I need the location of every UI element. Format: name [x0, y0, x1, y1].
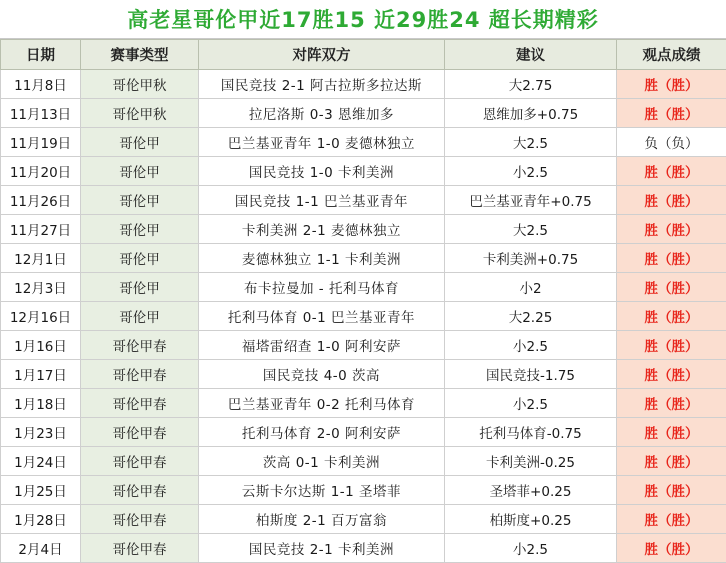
cell-tip: 巴兰基亚青年+0.75: [445, 186, 617, 215]
cell-match: 国民竞技 1-1 巴兰基亚青年: [199, 186, 445, 215]
cell-tip: 卡利美洲+0.75: [445, 244, 617, 273]
column-header-date: 日期: [1, 40, 81, 70]
cell-date: 1月23日: [1, 418, 81, 447]
cell-match: 卡利美洲 2-1 麦德林独立: [199, 215, 445, 244]
cell-date: 11月26日: [1, 186, 81, 215]
cell-league: 哥伦甲春: [81, 331, 199, 360]
cell-result: 胜（胜）: [617, 157, 726, 186]
cell-tip: 小2.5: [445, 389, 617, 418]
cell-date: 1月25日: [1, 476, 81, 505]
cell-league: 哥伦甲: [81, 128, 199, 157]
table-row: [1, 99, 726, 128]
cell-tip: 恩维加多+0.75: [445, 99, 617, 128]
cell-league: 哥伦甲: [81, 157, 199, 186]
cell-league: 哥伦甲春: [81, 418, 199, 447]
cell-match: 国民竞技 2-1 阿古拉斯多拉达斯: [199, 70, 445, 99]
cell-result: 胜（胜）: [617, 331, 726, 360]
cell-result: 胜（胜）: [617, 447, 726, 476]
table-row: [1, 157, 726, 186]
cell-date: 1月16日: [1, 331, 81, 360]
table-row: [1, 302, 726, 331]
cell-date: 11月27日: [1, 215, 81, 244]
table-row: [1, 331, 726, 360]
cell-tip: 国民竞技-1.75: [445, 360, 617, 389]
cell-date: 1月18日: [1, 389, 81, 418]
cell-tip: 卡利美洲-0.25: [445, 447, 617, 476]
cell-tip: 柏斯度+0.25: [445, 505, 617, 534]
cell-result: 负（负）: [617, 128, 726, 157]
cell-tip: 大2.25: [445, 302, 617, 331]
cell-result: 胜（胜）: [617, 360, 726, 389]
table-row: [1, 476, 726, 505]
cell-result: 胜（胜）: [617, 99, 726, 128]
cell-league: 哥伦甲春: [81, 447, 199, 476]
cell-date: 11月20日: [1, 157, 81, 186]
cell-result: 胜（胜）: [617, 505, 726, 534]
cell-date: 2月4日: [1, 534, 81, 563]
cell-result: 胜（胜）: [617, 476, 726, 505]
table-row: [1, 505, 726, 534]
cell-match: 布卡拉曼加 - 托利马体育: [199, 273, 445, 302]
column-header-result: 观点成绩: [617, 40, 726, 70]
cell-tip: 小2.5: [445, 534, 617, 563]
cell-match: 柏斯度 2-1 百万富翁: [199, 505, 445, 534]
cell-match: 国民竞技 2-1 卡利美洲: [199, 534, 445, 563]
cell-date: 12月3日: [1, 273, 81, 302]
table-row: [1, 244, 726, 273]
cell-tip: 托利马体育-0.75: [445, 418, 617, 447]
cell-tip: 大2.5: [445, 128, 617, 157]
cell-tip: 圣塔菲+0.25: [445, 476, 617, 505]
table-row: [1, 360, 726, 389]
cell-league: 哥伦甲: [81, 302, 199, 331]
cell-date: 1月17日: [1, 360, 81, 389]
page-title: 高老星哥伦甲近17胜15 近29胜24 超长期精彩: [127, 4, 599, 34]
table-row: [1, 534, 726, 563]
cell-date: 12月16日: [1, 302, 81, 331]
cell-match: 云斯卡尔达斯 1-1 圣塔菲: [199, 476, 445, 505]
cell-tip: 小2: [445, 273, 617, 302]
cell-result: 胜（胜）: [617, 244, 726, 273]
cell-match: 托利马体育 2-0 阿利安萨: [199, 418, 445, 447]
cell-result: 胜（胜）: [617, 273, 726, 302]
cell-league: 哥伦甲秋: [81, 70, 199, 99]
cell-match: 国民竞技 1-0 卡利美洲: [199, 157, 445, 186]
table-body: [1, 70, 726, 563]
table-row: [1, 70, 726, 99]
cell-match: 麦德林独立 1-1 卡利美洲: [199, 244, 445, 273]
cell-match: 茨高 0-1 卡利美洲: [199, 447, 445, 476]
cell-match: 福塔雷绍查 1-0 阿利安萨: [199, 331, 445, 360]
column-header-league: 赛事类型: [81, 40, 199, 70]
table-row: [1, 186, 726, 215]
cell-league: 哥伦甲春: [81, 505, 199, 534]
cell-match: 拉尼洛斯 0-3 恩维加多: [199, 99, 445, 128]
cell-date: 11月13日: [1, 99, 81, 128]
cell-match: 托利马体育 0-1 巴兰基亚青年: [199, 302, 445, 331]
cell-tip: 小2.5: [445, 157, 617, 186]
column-header-tip: 建议: [445, 40, 617, 70]
table-row: [1, 128, 726, 157]
cell-league: 哥伦甲: [81, 215, 199, 244]
table-row: [1, 273, 726, 302]
cell-match: 巴兰基亚青年 1-0 麦德林独立: [199, 128, 445, 157]
cell-tip: 小2.5: [445, 331, 617, 360]
cell-result: 胜（胜）: [617, 70, 726, 99]
cell-result: 胜（胜）: [617, 186, 726, 215]
cell-league: 哥伦甲: [81, 186, 199, 215]
cell-result: 胜（胜）: [617, 302, 726, 331]
cell-match: 国民竞技 4-0 茨高: [199, 360, 445, 389]
cell-date: 1月24日: [1, 447, 81, 476]
cell-match: 巴兰基亚青年 0-2 托利马体育: [199, 389, 445, 418]
cell-tip: 大2.75: [445, 70, 617, 99]
cell-league: 哥伦甲: [81, 244, 199, 273]
cell-league: 哥伦甲春: [81, 360, 199, 389]
cell-league: 哥伦甲春: [81, 389, 199, 418]
cell-result: 胜（胜）: [617, 215, 726, 244]
table-row: [1, 418, 726, 447]
results-table: [0, 39, 726, 563]
cell-tip: 大2.5: [445, 215, 617, 244]
cell-result: 胜（胜）: [617, 418, 726, 447]
cell-league: 哥伦甲秋: [81, 99, 199, 128]
cell-result: 胜（胜）: [617, 534, 726, 563]
table-header-row: [1, 40, 726, 70]
cell-league: 哥伦甲春: [81, 534, 199, 563]
cell-league: 哥伦甲春: [81, 476, 199, 505]
cell-result: 胜（胜）: [617, 389, 726, 418]
cell-date: 11月19日: [1, 128, 81, 157]
cell-date: 12月1日: [1, 244, 81, 273]
cell-date: 1月28日: [1, 505, 81, 534]
title-bar: [0, 0, 726, 39]
cell-date: 11月8日: [1, 70, 81, 99]
table-row: [1, 215, 726, 244]
cell-league: 哥伦甲: [81, 273, 199, 302]
table-row: [1, 389, 726, 418]
table-row: [1, 447, 726, 476]
column-header-match: 对阵双方: [199, 40, 445, 70]
